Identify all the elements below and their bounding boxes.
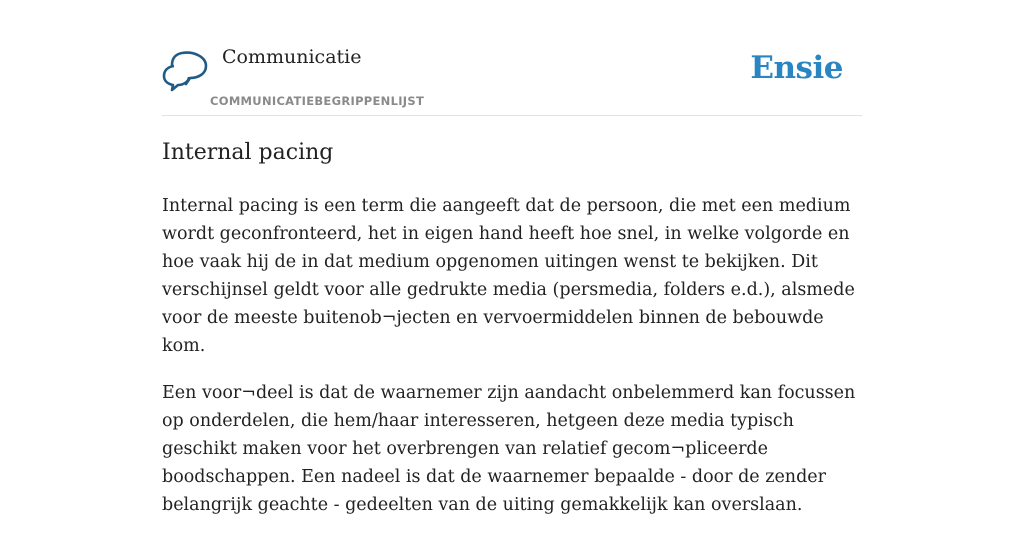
page [162,0,862,515]
entry-title: Internal pacing [162,140,334,165]
speech-bubbles-icon [162,49,212,93]
header [162,0,862,116]
brand-logo-link[interactable]: Ensie [750,50,843,86]
book-title[interactable]: Communicatie [222,46,362,68]
book-subtitle: COMMUNICATIEBEGRIPPENLIJST [210,94,425,108]
entry-paragraph: Een voor¬deel is dat de waarnemer zijn aandacht onbelemmerd kan focussen op onderdelen, die hem/haar interesseren, hetgeen deze media typisch geschikt maken voor het overbrengen van relatief gecom¬pliceerde boodschappen. Een nadeel is dat de waarnemer bepaalde - door de zender belangrijk geachte - gedeelten van de uiting gemakkelijk kan overslaan. [162,383,856,515]
entry-paragraph: Internal pacing is een term die aangeeft dat de persoon, die met een medium wordt geconfronteerd, het in eigen hand heeft hoe snel, in welke volgorde en hoe vaak hij de in dat medium opgenomen uitingen wenst te bekijken. Dit verschijnsel geldt voor alle gedrukte media (persmedia, folders e.d.), alsmede voor de meeste buitenob¬jecten en vervoermiddelen binnen de bebouwde kom. [162,196,855,356]
entry-body [162,192,862,538]
